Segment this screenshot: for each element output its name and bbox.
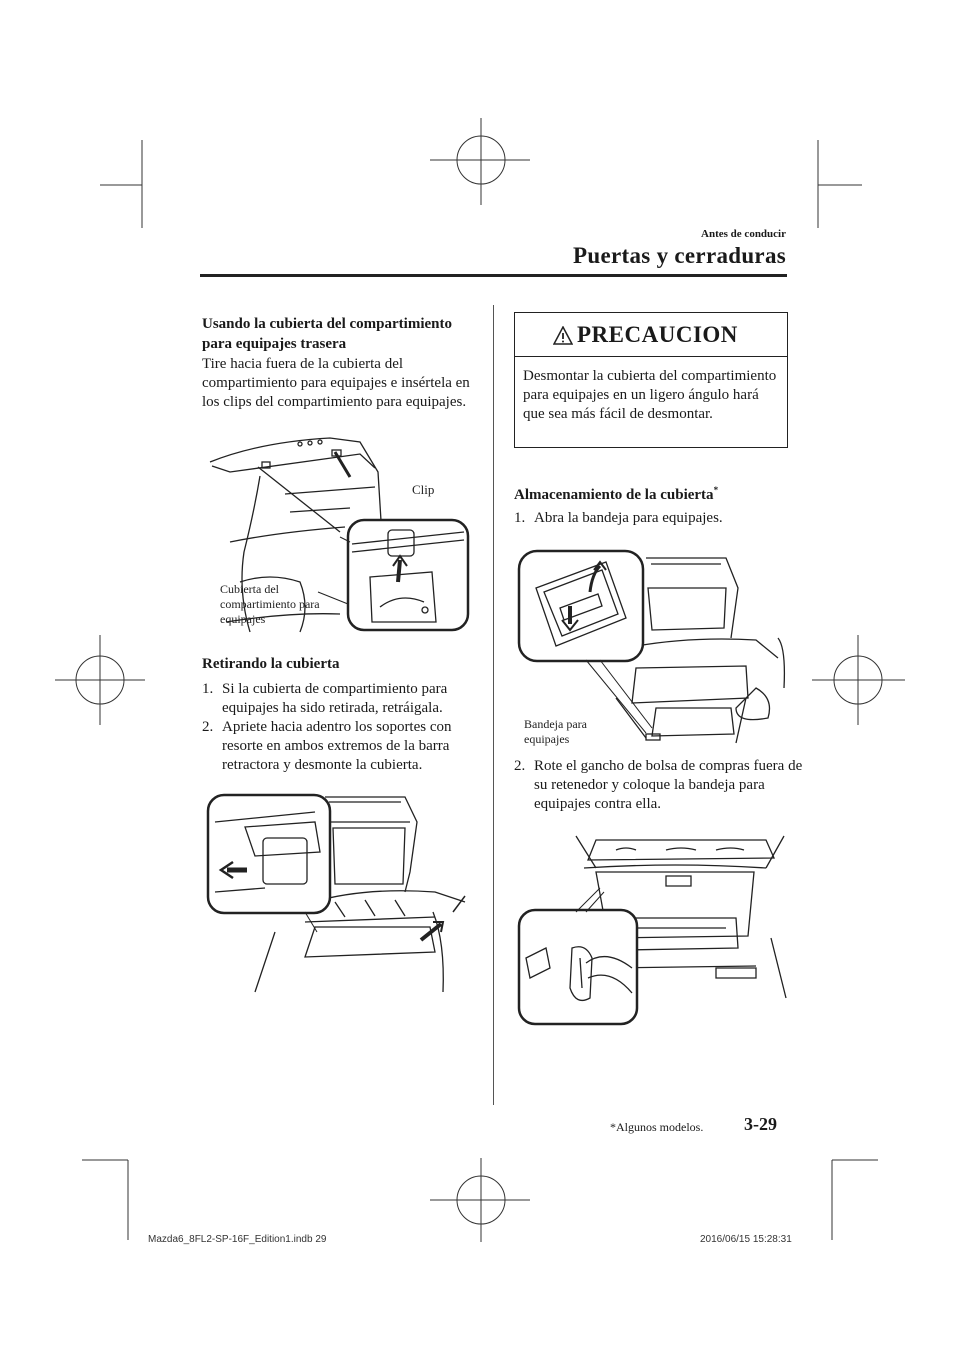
header-rule	[200, 274, 787, 277]
column-divider	[493, 305, 494, 1105]
label-luggage-tray: Bandeja para equipajes	[524, 717, 587, 746]
page-title: Puertas y cerraduras	[573, 243, 786, 268]
caution-title: PRECAUCION	[577, 322, 738, 347]
print-file-info: Mazda6_8FL2-SP-16F_Edition1.indb 29	[148, 1234, 327, 1245]
caution-header	[515, 313, 787, 357]
heading-removing-cover: Retirando la cubierta	[202, 656, 340, 672]
label-cover: Cubierta del compartimiento para equipajes	[220, 582, 320, 626]
list-item: 2. Rote el gancho de bolsa de compras fuera de su retenedor y coloque la bandeja para equipajes contra ella.	[514, 758, 803, 812]
label-clip: Clip	[412, 482, 435, 497]
print-timestamp: 2016/06/15 15:28:31	[700, 1234, 792, 1245]
heading-storing-cover: Almacenamiento de la cubierta*	[514, 485, 719, 503]
caution-text: Desmontar la cubierta del compartimiento para equipajes en un ligero ángulo hará que sea más fácil de desmontar.	[523, 368, 777, 422]
list-item: 1. Si la cubierta de compartimiento para equipajes ha sido retirada, retráigala.	[202, 681, 448, 716]
warning-triangle-icon	[553, 326, 573, 345]
removing-steps	[202, 680, 482, 775]
footnote-marker: *	[713, 485, 719, 495]
list-item: 1. Abra la bandeja para equipajes.	[514, 510, 723, 526]
caution-box	[514, 312, 788, 448]
figure-shopping-hook	[516, 828, 788, 1028]
list-item: 2. Apriete hacia adentro los soportes con resorte en ambos extremos de la barra retractora y desmonte la cubierta.	[202, 719, 452, 773]
heading-using-cover: Usando la cubierta del compartimiento para equipajes trasera	[202, 316, 452, 352]
footnote: *Algunos modelos.	[610, 1120, 704, 1134]
para-using-cover: Tire hacia fuera de la cubierta del compartimiento para equipajes e insértela en los clips del compartimiento para equipajes.	[202, 356, 470, 410]
section-name: Antes de conducir	[701, 228, 786, 240]
page-number: 3-29	[744, 1114, 777, 1134]
figure-remove-cover	[205, 792, 475, 994]
